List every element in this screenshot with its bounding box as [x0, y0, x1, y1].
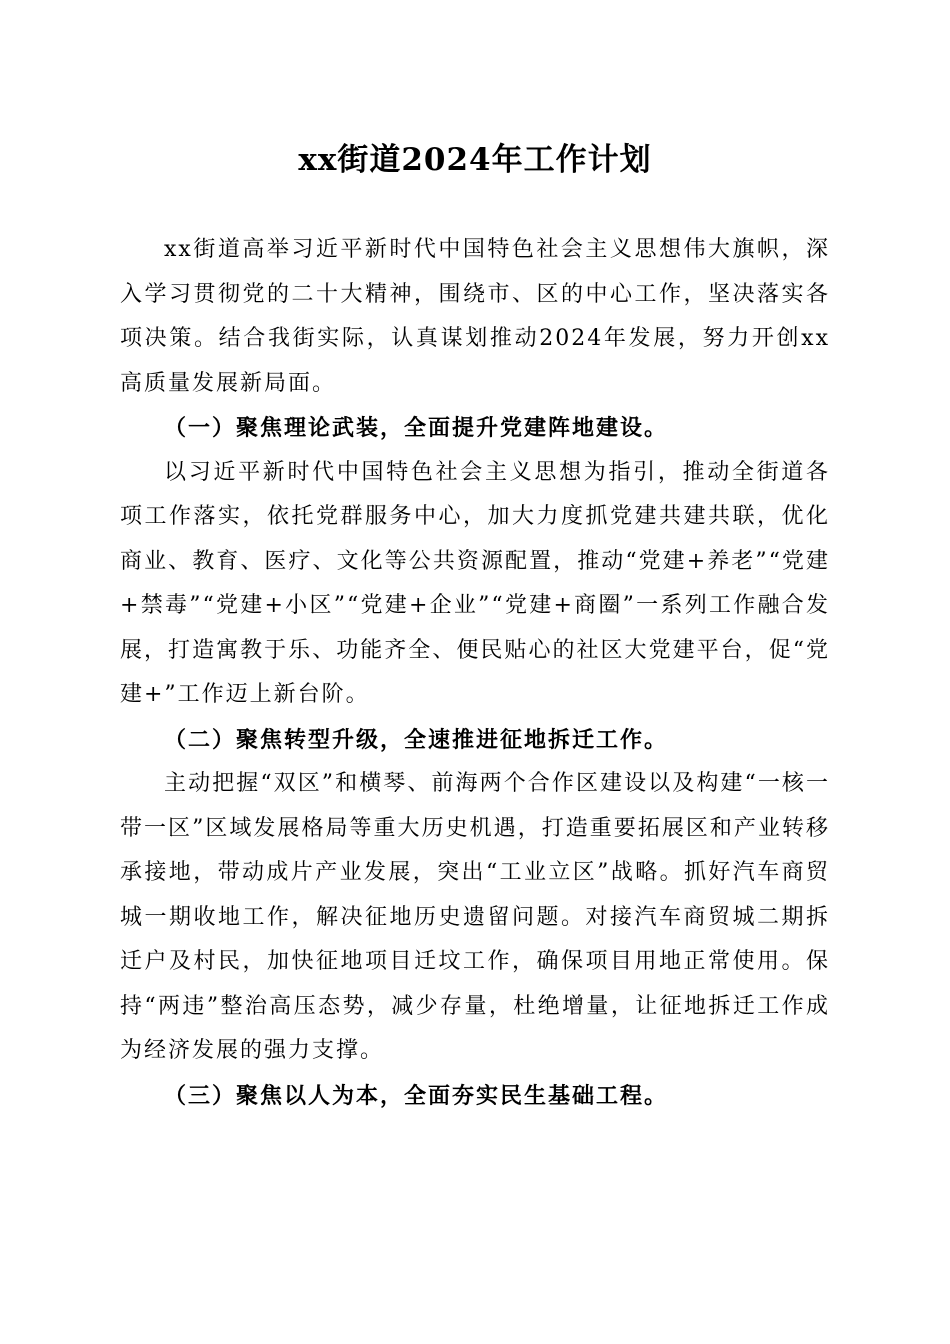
- document-body: [120, 228, 830, 1118]
- intro-paragraph: xx街道高举习近平新时代中国特色社会主义思想伟大旗帜，深入学习贯彻党的二十大精神，围绕市、区的中心工作，坚决落实各项决策。结合我街实际，认真谋划推动2024年发展，努力开创xx高质量发展新局面。: [120, 237, 830, 396]
- section-paragraph-1: 以习近平新时代中国特色社会主义思想为指引，推动全街道各项工作落实，依托党群服务中心，加大力度抓党建共建共联，优化商业、教育、医疗、文化等公共资源配置，推动“党建+养老”“党建+禁毒”“党建+小区”“党建+企业”“党建+商圈”一系列工作融合发展，打造寓教于乐、功能齐全、便民贴心的社区大党建平台，促“党建+”工作迈上新台阶。: [120, 459, 830, 707]
- section-heading-1: （一）聚焦理论武装，全面提升党建阵地建设。: [164, 415, 669, 441]
- section-heading-2: （二）聚焦转型升级，全速推进征地拆迁工作。: [164, 726, 669, 753]
- section-paragraph-2: 主动把握“双区”和横琴、前海两个合作区建设以及构建“一核一带一区”区域发展格局等重大历史机遇，打造重要拓展区和产业转移承接地，带动成片产业发展，突出“工业立区”战略。抓好汽车商贸城一期收地工作，解决征地历史遗留问题。对接汽车商贸城二期拆迁户及村民，加快征地项目迁坟工作，确保项目用地正常使用。保持“两违”整治高压态势，减少存量，杜绝增量，让征地拆迁工作成为经济发展的强力支撑。: [120, 771, 830, 1063]
- section-heading-3: （三）聚焦以人为本，全面夯实民生基础工程。: [164, 1082, 669, 1109]
- document-title: xx街道2024年工作计划: [298, 142, 652, 178]
